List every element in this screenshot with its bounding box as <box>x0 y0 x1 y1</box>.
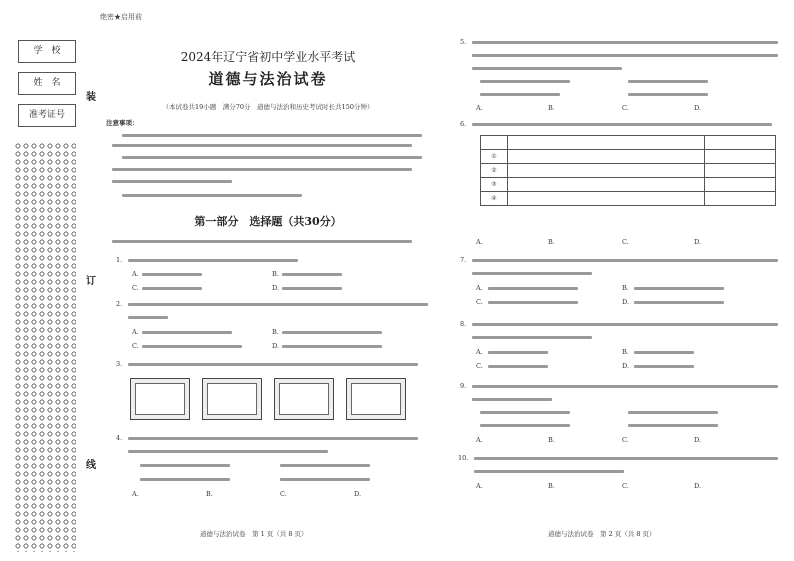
section-title: 第一部分 选择题（共30分） <box>194 215 342 228</box>
q2-option-d[interactable]: D. <box>272 342 280 350</box>
q1-option-d[interactable]: D. <box>272 284 280 292</box>
table-row-2: ② <box>481 164 508 178</box>
question-3-number: 3. <box>116 360 123 368</box>
q8-option-c[interactable]: C. <box>476 362 483 370</box>
q8-option-d[interactable]: D. <box>622 362 630 370</box>
q1-option-c[interactable]: C. <box>132 284 139 292</box>
question-7-number: 7. <box>460 256 467 264</box>
q7-option-a[interactable]: A. <box>476 284 483 292</box>
subject-title: 道德与法治试卷 <box>208 70 328 88</box>
q10-option-a[interactable]: A. <box>476 482 483 490</box>
q7-option-c[interactable]: C. <box>476 298 483 306</box>
couplet-1 <box>130 378 190 420</box>
q8-option-b[interactable]: B. <box>622 348 629 356</box>
question-6-table <box>480 135 776 206</box>
q5-option-b[interactable]: B. <box>548 104 555 112</box>
table-row-1: ① <box>481 150 508 164</box>
question-9-number: 9. <box>460 382 467 390</box>
q4-option-c[interactable]: C. <box>280 490 287 498</box>
q10-option-b[interactable]: B. <box>548 482 555 490</box>
exam-number-field[interactable]: 准考证号 <box>18 104 76 127</box>
q5-option-c[interactable]: C. <box>622 104 629 112</box>
q4-option-a[interactable]: A. <box>132 490 139 498</box>
page-1 <box>100 0 436 561</box>
binding-char-2: 订 <box>86 276 96 287</box>
q4-option-d[interactable]: D. <box>354 490 362 498</box>
exam-info: （本试卷共19小题 满分70分 道德与法治和历史考试时长共150分钟） <box>162 103 374 111</box>
page-2-footer: 道德与法治试卷 第 2 页（共 8 页） <box>548 530 656 538</box>
q8-option-a[interactable]: A. <box>476 348 483 356</box>
q7-option-b[interactable]: B. <box>622 284 629 292</box>
page-1-footer: 道德与法治试卷 第 1 页（共 8 页） <box>200 530 308 538</box>
question-2-number: 2. <box>116 300 123 308</box>
q9-option-a[interactable]: A. <box>476 436 483 444</box>
q1-option-a[interactable]: A. <box>132 270 139 278</box>
couplet-2 <box>202 378 262 420</box>
q4-option-b[interactable]: B. <box>206 490 213 498</box>
binding-char-3: 线 <box>86 460 96 471</box>
table-row-3: ③ <box>481 178 508 192</box>
couplet-4 <box>346 378 406 420</box>
couplet-3 <box>274 378 334 420</box>
q2-option-a[interactable]: A. <box>132 328 139 336</box>
q2-option-c[interactable]: C. <box>132 342 139 350</box>
q6-option-b[interactable]: B. <box>548 238 555 246</box>
q6-option-d[interactable]: D. <box>694 238 702 246</box>
q5-option-a[interactable]: A. <box>476 104 483 112</box>
school-field[interactable]: 学 校 <box>18 40 76 63</box>
question-5-number: 5. <box>460 38 467 46</box>
q5-option-d[interactable]: D. <box>694 104 702 112</box>
q9-option-c[interactable]: C. <box>622 436 629 444</box>
q6-option-c[interactable]: C. <box>622 238 629 246</box>
q2-option-b[interactable]: B. <box>272 328 279 336</box>
notice-heading: 注意事项： <box>106 119 139 127</box>
question-6-number: 6. <box>460 120 467 128</box>
q10-option-c[interactable]: C. <box>622 482 629 490</box>
q1-option-b[interactable]: B. <box>272 270 279 278</box>
question-10-number: 10. <box>458 454 469 462</box>
binding-dots <box>14 142 76 552</box>
name-field[interactable]: 姓 名 <box>18 72 76 95</box>
q7-option-d[interactable]: D. <box>622 298 630 306</box>
question-1-number: 1. <box>116 256 123 264</box>
q9-option-b[interactable]: B. <box>548 436 555 444</box>
secret-label: 绝密★启用前 <box>100 13 142 21</box>
binding-strip <box>0 0 96 561</box>
q9-option-d[interactable]: D. <box>694 436 702 444</box>
q6-option-a[interactable]: A. <box>476 238 483 246</box>
question-8-number: 8. <box>460 320 467 328</box>
q10-option-d[interactable]: D. <box>694 482 702 490</box>
binding-char-1: 装 <box>86 92 96 103</box>
table-row-4: ④ <box>481 192 508 206</box>
question-4-number: 4. <box>116 434 123 442</box>
exam-title: 2024年辽宁省初中学业水平考试 <box>180 50 356 64</box>
page-2 <box>456 0 784 561</box>
